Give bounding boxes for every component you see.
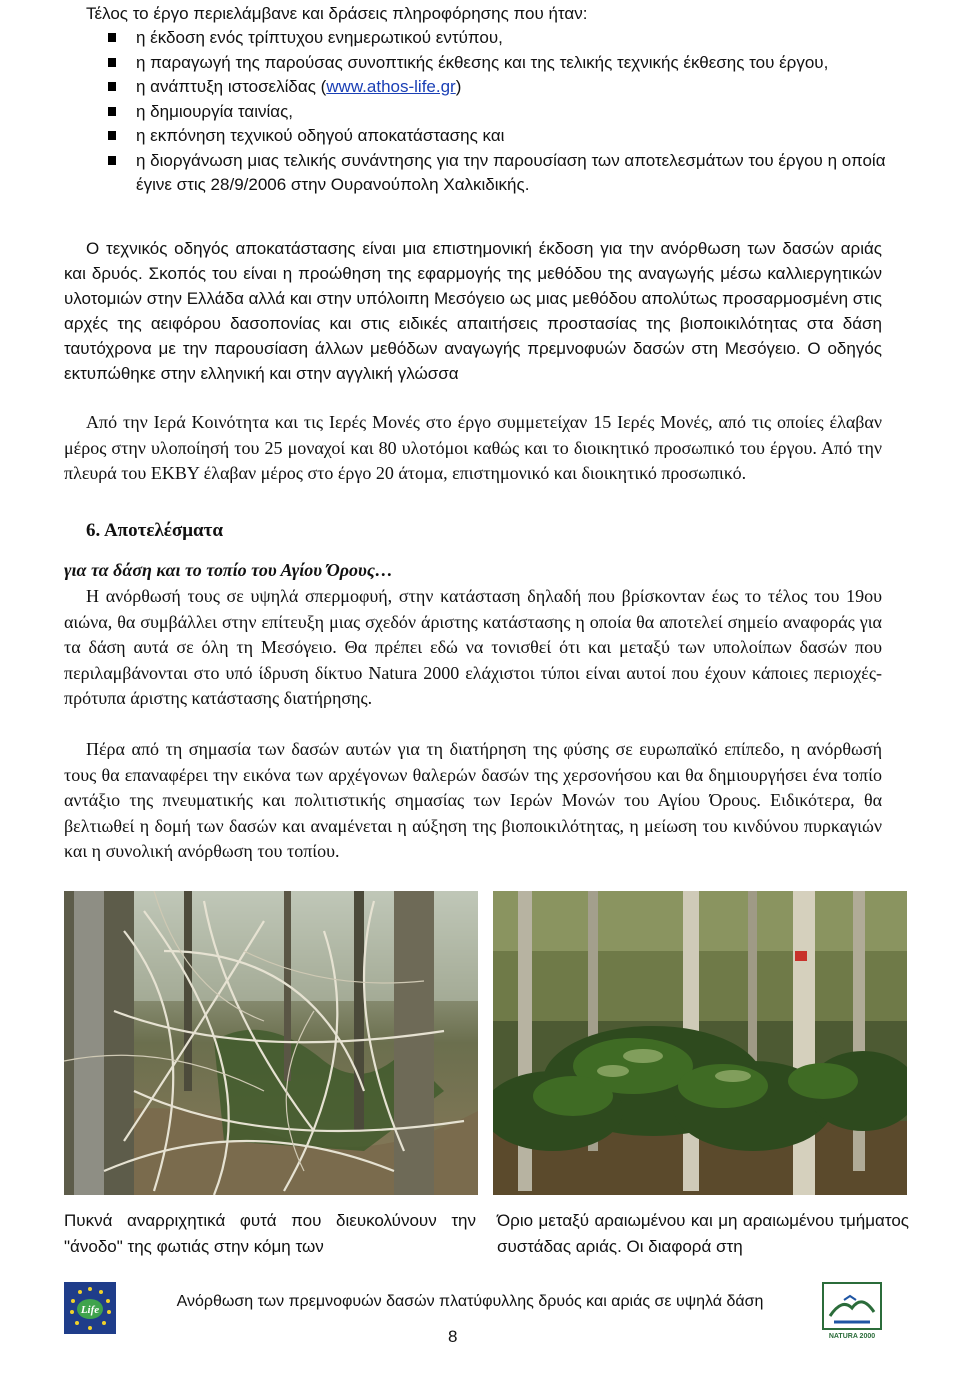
forests-paragraph: Η ανόρθωσή τους σε υψηλά σπερμοφυή, στην κατάσταση δηλαδή που βρίσκονταν έως το τέλος του 19ου αιώνα, θα συμβάλλει στην επίτευξη μιας σχεδόν άριστης κατάστασης η οποία θα αποτελεί σημείο αναφοράς για τα δάση αυτά σε όλη τη Μεσόγειο. Θα πρέπει εδώ να τονισθεί ότι και μεταξύ των υπολοίπων δασών που περιλαμβάνονται στο υπό ίδρυση δίκτυο Natura 2000 ελάχιστοι τύποι είναι αυτοί που έχουν κάποιες περιοχές-πρότυπα άριστης κατάστασης διατήρησης. [64, 586, 882, 708]
page-number: 8 [448, 1327, 458, 1346]
website-link[interactable]: www.athos-life.gr [326, 77, 456, 96]
life-logo-text: Life [80, 1304, 100, 1316]
list-item: η παραγωγή της παρούσας συνοπτικής έκθεσης και της τελικής τεχνικής έκθεσης του έργου, [86, 51, 886, 76]
intro-text: Τέλος το έργο περιελάμβανε και δράσεις πληροφόρησης που ήταν: [86, 4, 588, 23]
list-item: η έκδοση ενός τρίπτυχου ενημερωτικού εντύπου, [86, 26, 886, 51]
natura-2000-logo [822, 1282, 882, 1340]
forest-vines-image [64, 891, 478, 1195]
list-item: η ανάπτυξη ιστοσελίδας (www.athos-life.gr) [86, 75, 886, 100]
square-bullet-icon [108, 131, 116, 140]
forest-stand-image [493, 891, 907, 1195]
life-logo-icon [64, 1282, 116, 1334]
footer-title: Ανόρθωση των πρεμνοφυών δασών πλατύφυλλης δρυός και αριάς σε υψηλά δάση [176, 1293, 764, 1310]
climbing-plants-photo [64, 891, 478, 1195]
list-item: η διοργάνωση μιας τελικής συνάντησης για την παρουσίαση των αποτελεσμάτων του έργου η οποία έγινε στις 28/9/2006 στην Ουρανούπολη Χαλκιδικής. [86, 149, 886, 198]
natura-logo-text: NATURA 2000 [828, 1333, 876, 1340]
life-logo [64, 1282, 116, 1334]
left-photo-caption: Πυκνά αναρριχητικά φυτά που διευκολύνουν την "άνοδο" της φωτιάς στην κόμη των [64, 1211, 476, 1256]
section-heading: 6. Αποτελέσματα [86, 520, 223, 541]
thinned-stand-photo [493, 891, 907, 1195]
list-item: η δημιουργία ταινίας, [86, 100, 886, 125]
square-bullet-icon [108, 33, 116, 42]
landscape-paragraph: Πέρα από τη σημασία των δασών αυτών για τη διατήρηση της φύσης σε ευρωπαϊκό επίπεδο, η ανόρθωσή τους θα επαναφέρει την εικόνα των αρχέγονων θαλερών δασών της χερσονήσου και θα δημιουργήσει ένα τοπίο αντάξιο της πνευματικής και πολιτιστικής σημασίας των Ιερών Μονών του Αγίου Όρους. Ειδικότερα, θα βελτιωθεί η δομή των δασών και αναμένεται η αύξηση της βιοποικιλότητας, η μείωση του κινδύνου πυρκαγιών και η συνολική ανόρθωση του τοπίου. [64, 739, 882, 861]
square-bullet-icon [108, 156, 116, 165]
info-actions-list [86, 26, 886, 198]
guide-paragraph: Ο τεχνικός οδηγός αποκατάστασης είναι μια επιστημονική έκδοση για την ανόρθωση των δασών αριάς και δρυός. Σκοπός του είναι η προώθηση της εφαρμογής της μεθόδου της αναγωγής μέσω καλλιεργητικών υλοτομιών στην Ελλάδα αλλά και στην υπόλοιπη Μεσόγειο ως μιας μεθόδου απολύτως προσαρμοσμένη στις αρχές της αειφόρου δασοπονίας και στις ειδικές απαιτήσεις προστασίας της βιοποικιλότητας στα δάση ταυτόχρονα με την παρουσίαση άλλων μεθόδων αναγωγής πρεμνοφυών δασών στη Μεσόγειο. Ο οδηγός εκτυπώθηκε στην ελληνική και στην αγγλική γλώσσα [64, 239, 882, 383]
square-bullet-icon [108, 58, 116, 67]
square-bullet-icon [108, 82, 116, 91]
list-item: η εκπόνηση τεχνικού οδηγού αποκατάστασης και [86, 124, 886, 149]
participants-paragraph: Από την Ιερά Κοινότητα και τις Ιερές Μονές στο έργο συμμετείχαν 15 Ιερές Μονές, από τις οποίες έλαβαν μέρος στην υλοποίησή του 25 μοναχοί και 80 υλοτόμοι καθώς και το διοικητικό προσωπικό του έργου. Από την πλευρά του ΕΚΒΥ έλαβαν μέρος στο έργο 20 άτομα, επιστημονικό και διοικητικό προσωπικό. [64, 412, 882, 483]
right-photo-caption: Όριο μεταξύ αραιωμένου και μη αραιωμένου τμήματος συστάδας αριάς. Οι διαφορά στη [497, 1211, 909, 1256]
natura-2000-logo-icon [822, 1282, 882, 1340]
subheading: για τα δάση και το τοπίο του Αγίου Όρους… [64, 560, 393, 580]
square-bullet-icon [108, 107, 116, 116]
